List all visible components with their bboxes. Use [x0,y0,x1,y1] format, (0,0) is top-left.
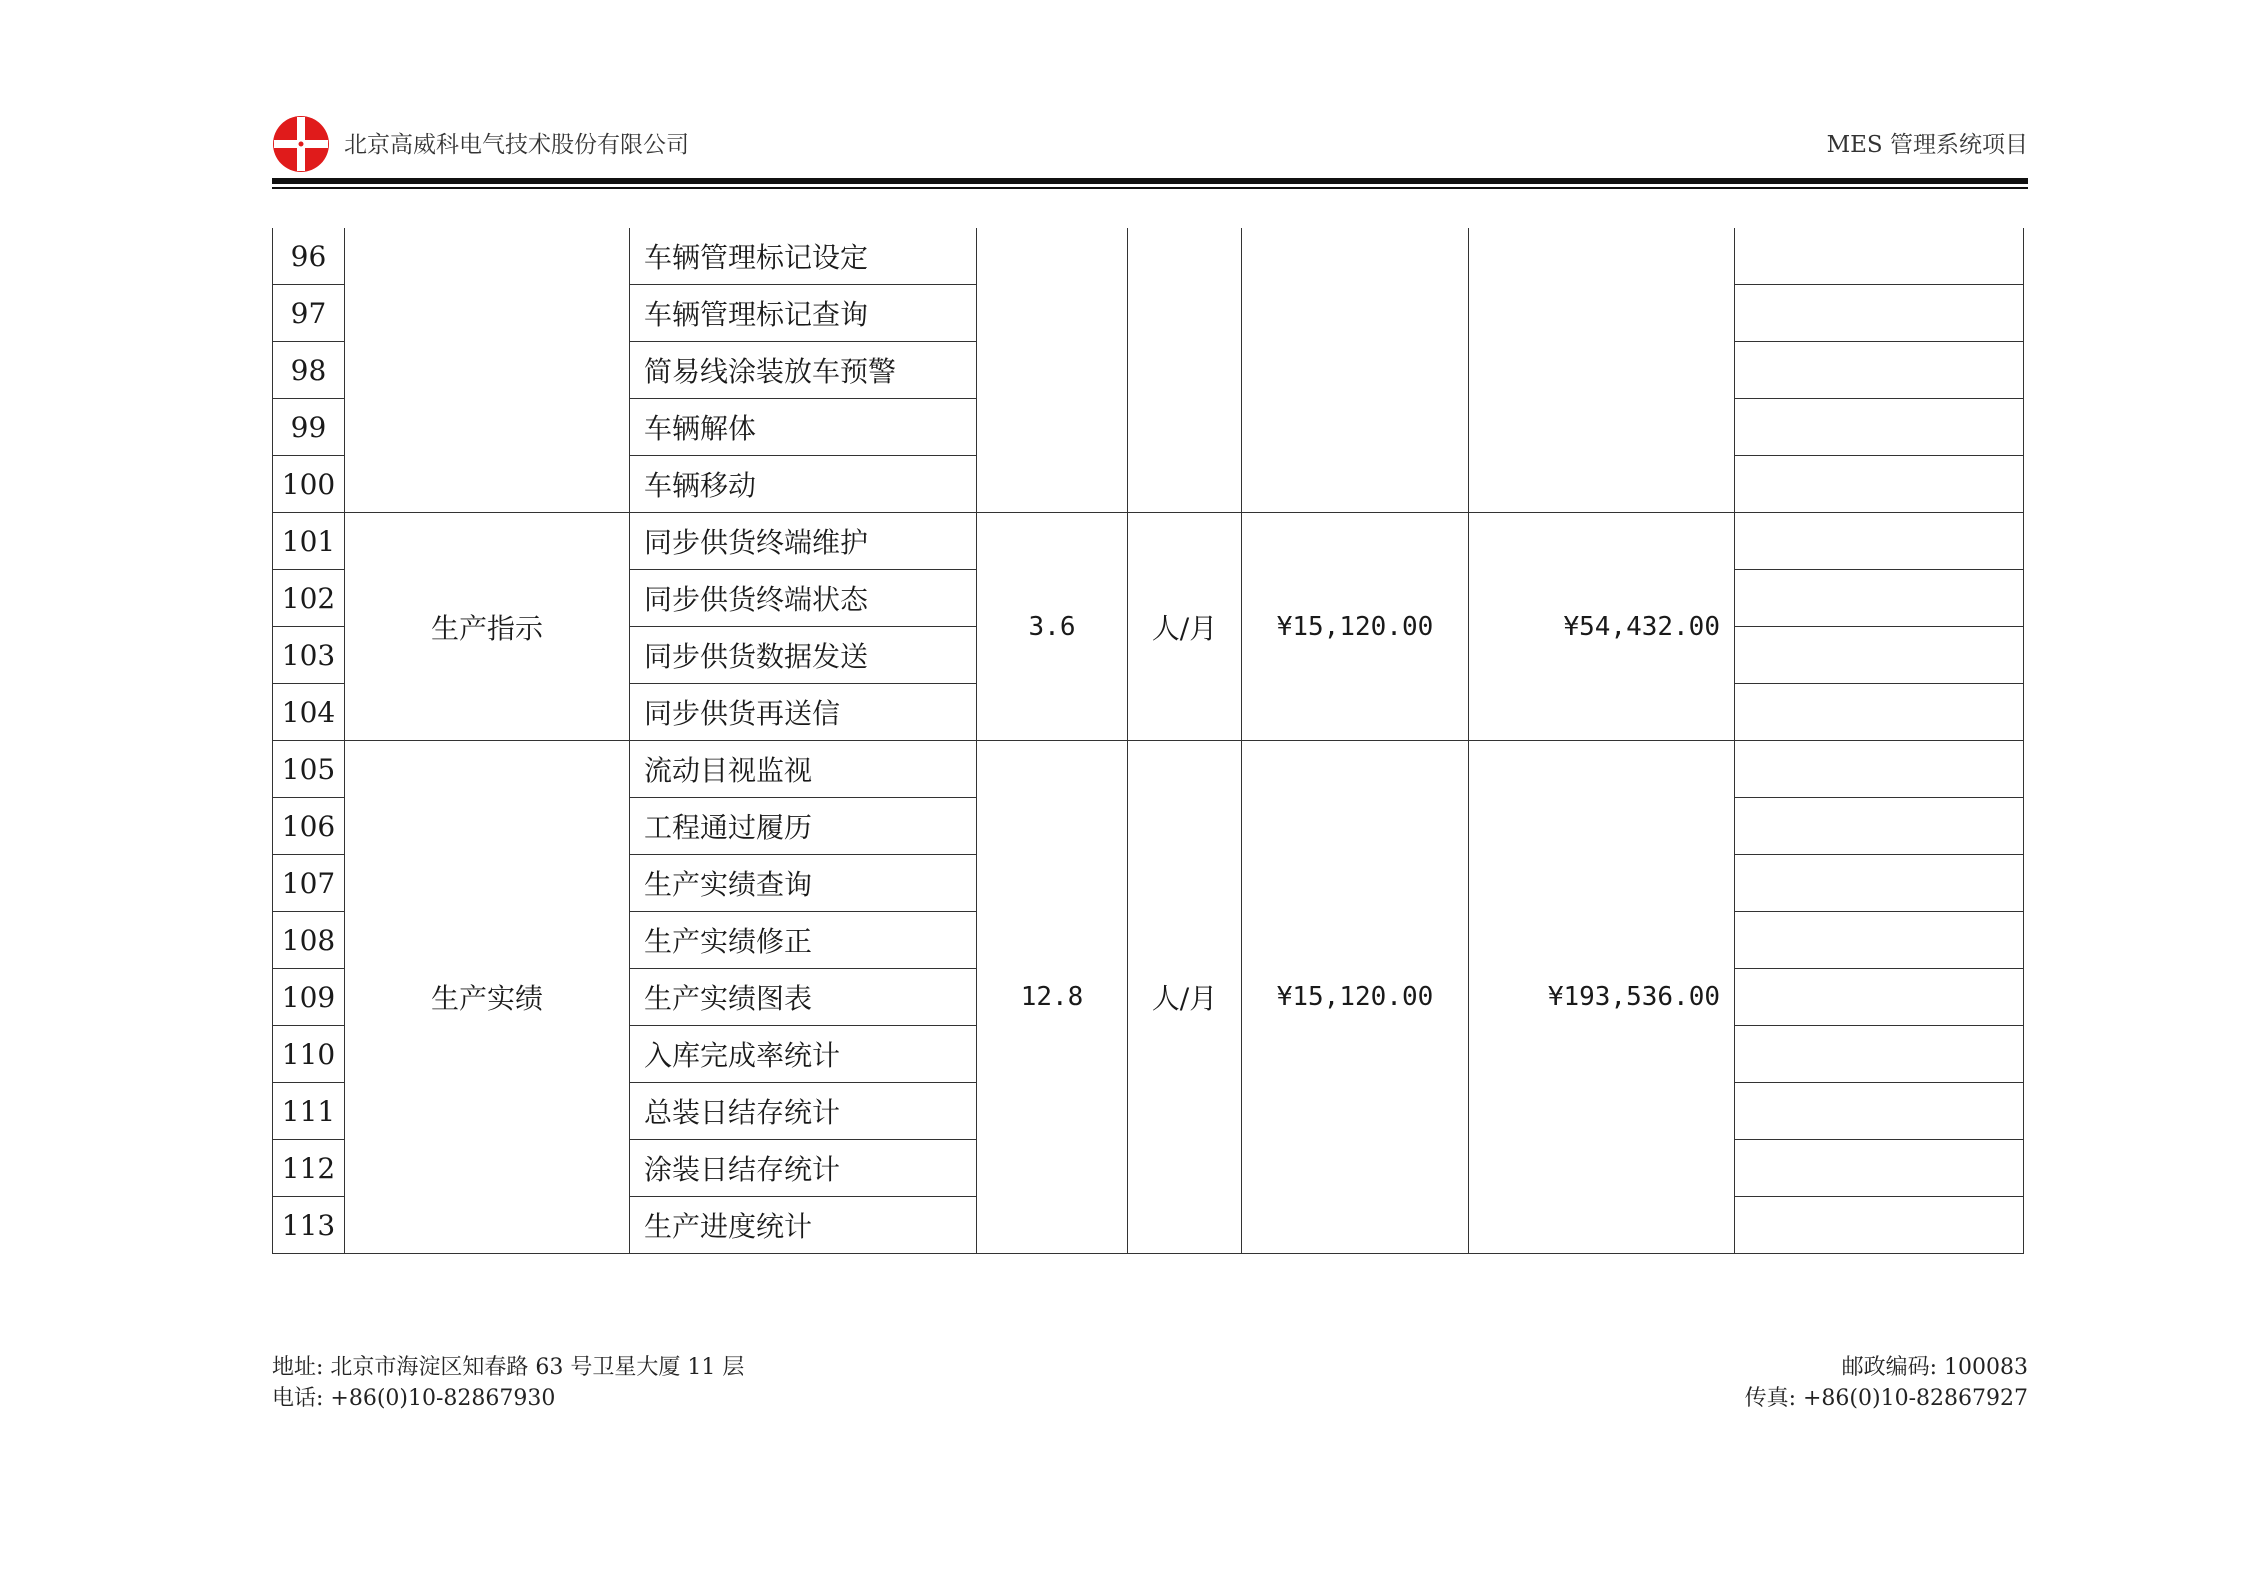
row-number: 96 [273,228,345,285]
function-item: 车辆管理标记查询 [630,285,977,342]
remark-cell [1735,1197,2024,1254]
function-item: 生产实绩修正 [630,912,977,969]
unit-price-cell: ¥15,120.00 [1242,513,1469,741]
workload-cell [977,228,1128,513]
row-number: 111 [273,1083,345,1140]
unit-cell [1128,228,1242,513]
row-number: 103 [273,627,345,684]
function-item: 流动目视监视 [630,741,977,798]
row-number: 105 [273,741,345,798]
unit-cell: 人/月 [1128,513,1242,741]
table-row [273,228,2024,285]
row-number: 113 [273,1197,345,1254]
function-item: 车辆移动 [630,456,977,513]
remark-cell [1735,798,2024,855]
row-number: 99 [273,399,345,456]
row-number: 100 [273,456,345,513]
row-number: 97 [273,285,345,342]
function-item: 生产实绩查询 [630,855,977,912]
remark-cell [1735,741,2024,798]
row-number: 109 [273,969,345,1026]
remark-cell [1735,912,2024,969]
header-rule-thick [272,178,2028,184]
row-number: 106 [273,798,345,855]
remark-cell [1735,969,2024,1026]
function-item: 同步供货再送信 [630,684,977,741]
total-cell: ¥193,536.00 [1469,741,1735,1254]
remark-cell [1735,399,2024,456]
function-item: 生产进度统计 [630,1197,977,1254]
row-number: 98 [273,342,345,399]
total-cell [1469,228,1735,513]
unit-price-cell [1242,228,1469,513]
module-cell [345,228,630,513]
unit-cell: 人/月 [1128,741,1242,1254]
remark-cell [1735,513,2024,570]
project-title: MES 管理系统项目 [1826,132,2028,158]
remark-cell [1735,456,2024,513]
total-cell: ¥54,432.00 [1469,513,1735,741]
row-number: 108 [273,912,345,969]
table-row [273,741,2024,798]
workload-cell: 3.6 [977,513,1128,741]
function-item: 同步供货终端维护 [630,513,977,570]
row-number: 104 [273,684,345,741]
function-item: 同步供货数据发送 [630,627,977,684]
footer-fax: 传真: +86(0)10-82867927 [1744,1386,2028,1411]
remark-cell [1735,1083,2024,1140]
remark-cell [1735,228,2024,285]
remark-cell [1735,1140,2024,1197]
function-item: 总装日结存统计 [630,1083,977,1140]
remark-cell [1735,855,2024,912]
row-number: 112 [273,1140,345,1197]
workload-cell: 12.8 [977,741,1128,1254]
footer-address: 地址: 北京市海淀区知春路 63 号卫星大厦 11 层 [272,1355,745,1380]
module-cell: 生产实绩 [345,741,630,1254]
remark-cell [1735,285,2024,342]
remark-cell [1735,1026,2024,1083]
remark-cell [1735,684,2024,741]
row-number: 101 [273,513,345,570]
function-item: 同步供货终端状态 [630,570,977,627]
footer-postcode: 邮政编码: 100083 [1841,1355,2028,1380]
function-item: 生产实绩图表 [630,969,977,1026]
footer-phone: 电话: +86(0)10-82867930 [272,1386,556,1411]
function-item: 入库完成率统计 [630,1026,977,1083]
table-row [273,513,2024,570]
header-rule-thin [272,187,2028,189]
remark-cell [1735,627,2024,684]
row-number: 110 [273,1026,345,1083]
function-item: 车辆解体 [630,399,977,456]
function-item: 工程通过履历 [630,798,977,855]
function-item: 涂装日结存统计 [630,1140,977,1197]
row-number: 107 [273,855,345,912]
budget-table [272,228,2024,1254]
remark-cell [1735,570,2024,627]
module-cell: 生产指示 [345,513,630,741]
function-item: 车辆管理标记设定 [630,228,977,285]
row-number: 102 [273,570,345,627]
remark-cell [1735,342,2024,399]
company-name: 北京高威科电气技术股份有限公司 [344,132,689,158]
function-item: 简易线涂装放车预警 [630,342,977,399]
company-logo-icon [272,115,330,173]
unit-price-cell: ¥15,120.00 [1242,741,1469,1254]
